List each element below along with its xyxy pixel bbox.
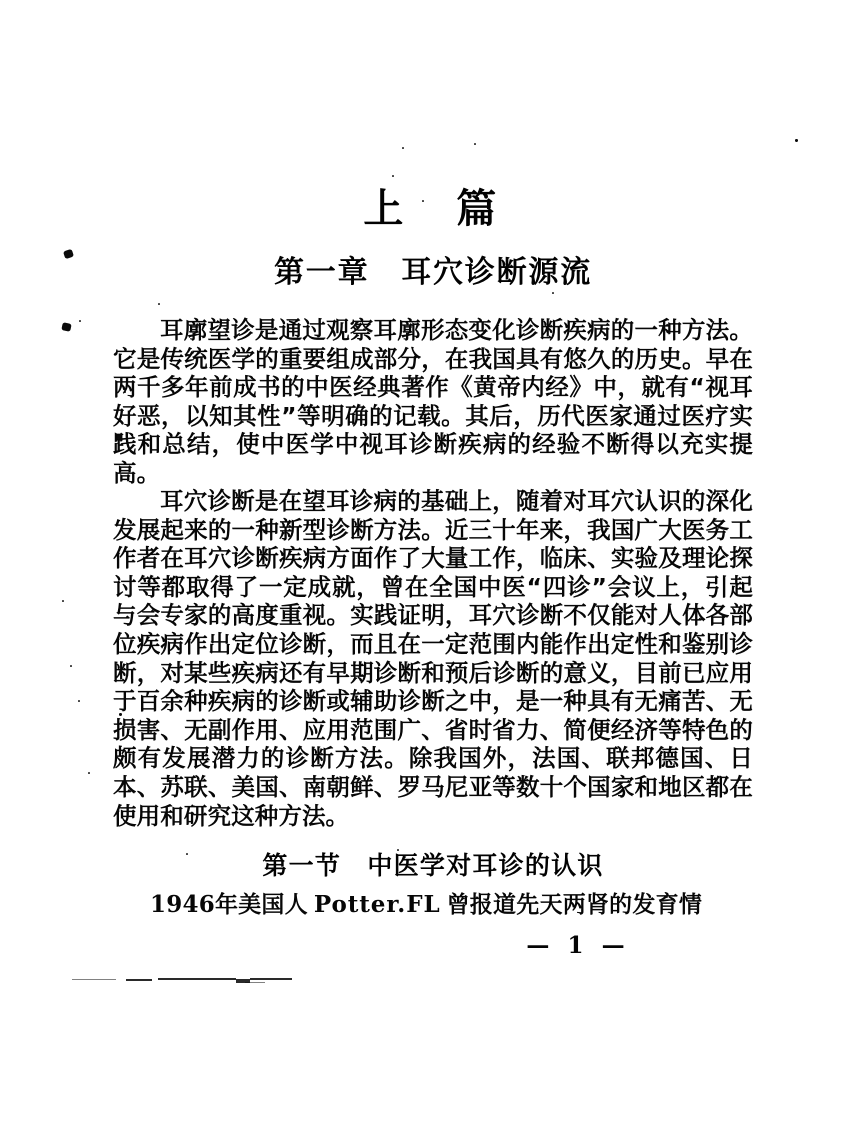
section-title: 第一节 中医学对耳诊的认识 [262, 851, 604, 880]
trailing-after-name: 曾报道先天两肾的发育情 [446, 892, 703, 918]
page-number-text: — 1 — [526, 932, 630, 959]
scan-rule-artifact [126, 979, 152, 981]
paragraph-text: 耳廓望诊是通过观察耳廓形态变化诊断疾病的一种方法。它是传统医学的重要组成部分，在我国具有悠久的历史。早在两千多年前成书的中医经典著作《黄帝内经》中，就有“视耳好恶，以知其性”等明确的记载。其后，历代医家通过医疗实践和总结，使中医学中视耳诊断疾病的经验不断得以充实提高。 [113, 316, 753, 487]
scan-speck [158, 303, 160, 305]
scan-speck [552, 292, 554, 294]
paragraph-text: 耳穴诊断是在望耳诊病的基础上，随着对耳穴认识的深化发展起来的一种新型诊断方法。近三十年来，我国广大医务工作者在耳穴诊断疾病方面作了大量工作，临床、实验及理论探讨等都取得了一定成就，曾在全国中医“四诊”会议上，引起与会专家的高度重视。实践证明，耳穴诊断不仅能对人体各部位疾病作出定位诊断，而且在一定范围内能作出定性和鉴别诊断，对某些疾病还有早期诊断和预后诊断的意义，目前已应用于百余种疾病的诊断或辅助诊断之中，是一种具有无痛苦、无损害、无副作用、应用范围广、省时省力、简便经济等特色的颇有发展潜力的诊断方法。除我国外，法国、联邦德国、日本、苏联、美国、南朝鲜、罗马尼亚等数十个国家和地区都在使用和研究这种方法。 [113, 487, 753, 830]
scan-speck [79, 320, 81, 322]
scan-rule-artifact [72, 979, 116, 980]
body-paragraph-1 [113, 316, 753, 488]
scan-rule-artifact [158, 978, 236, 980]
trailing-body-line [150, 890, 750, 920]
chapter-title: 第一章 耳穴诊断源流 [274, 255, 592, 290]
scan-speck [392, 175, 394, 177]
scan-speck [474, 143, 476, 145]
scan-speck [70, 665, 72, 667]
scan-rule-artifact [250, 978, 292, 980]
scan-speck [62, 600, 64, 602]
scan-speck [88, 772, 90, 774]
year-number: 1946 [150, 891, 215, 918]
part-title: 上 篇 [363, 186, 503, 232]
scan-speck [795, 139, 798, 142]
page-number [0, 932, 866, 959]
scan-speck [61, 322, 71, 332]
researcher-name: Potter.FL [313, 891, 441, 918]
scan-speck [78, 700, 80, 702]
scan-speck [402, 147, 404, 149]
trailing-before-name: 年美国人 [214, 892, 308, 918]
body-paragraph-2 [113, 487, 753, 830]
scan-rule-artifact [245, 982, 265, 983]
